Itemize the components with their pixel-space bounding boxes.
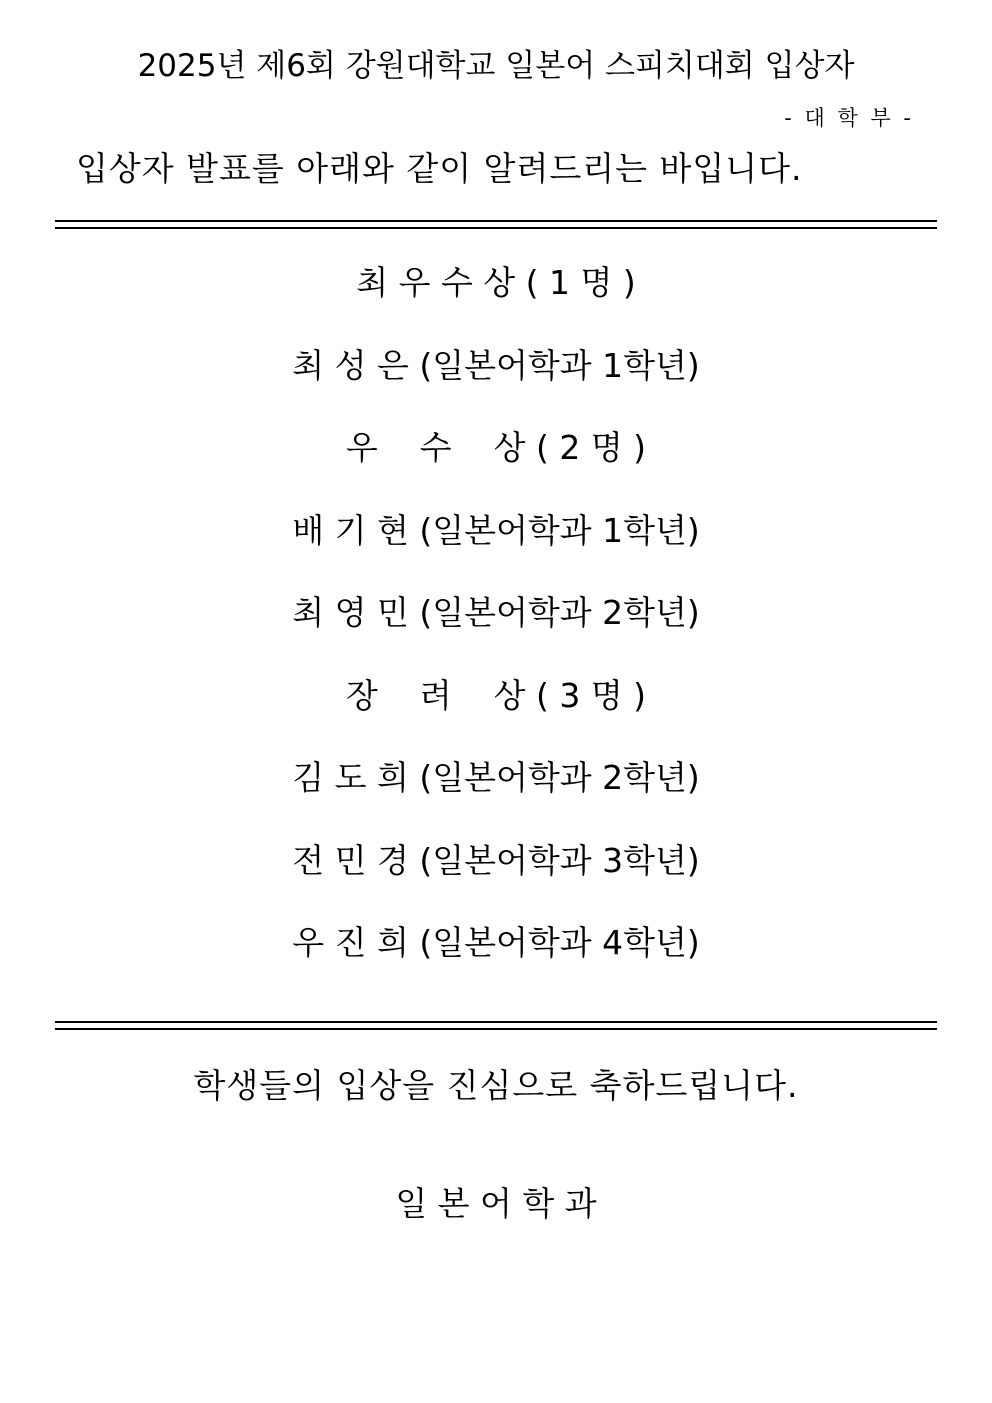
award-heading-encouragement: 장 려 상 ( 3 명 ) xyxy=(345,675,647,715)
intro-text: 입상자 발표를 아래와 같이 알려드리는 바입니다. xyxy=(76,149,803,188)
award-winner: 최 영 민 (일본어학과 2학년) xyxy=(292,593,700,632)
top-double-rule-lower xyxy=(55,227,937,229)
award-list xyxy=(55,250,937,993)
award-winner: 배 기 현 (일본어학과 1학년) xyxy=(292,510,700,550)
bottom-double-rule-upper xyxy=(55,1021,937,1023)
document-subtitle: - 대 학 부 - xyxy=(784,106,914,130)
closing-message: 학생들의 입상을 진심으로 축하드립니다. xyxy=(193,1066,799,1105)
award-winner: 전 민 경 (일본어학과 3학년) xyxy=(292,840,700,880)
document-title: 2025년 제6회 강원대학교 일본어 스피치대회 입상자 xyxy=(137,48,855,84)
award-heading-excellence: 우 수 상 ( 2 명 ) xyxy=(345,428,647,467)
top-double-rule-upper xyxy=(55,220,937,222)
bottom-double-rule-lower xyxy=(55,1028,937,1030)
department-signature: 일 본 어 학 과 xyxy=(395,1184,597,1223)
award-heading-grand-prize: 최 우 수 상 ( 1 명 ) xyxy=(356,263,636,302)
award-winner: 최 성 은 (일본어학과 1학년) xyxy=(292,345,700,385)
award-winner: 김 도 희 (일본어학과 2학년) xyxy=(292,758,700,797)
award-winner: 우 진 희 (일본어학과 4학년) xyxy=(292,923,700,962)
